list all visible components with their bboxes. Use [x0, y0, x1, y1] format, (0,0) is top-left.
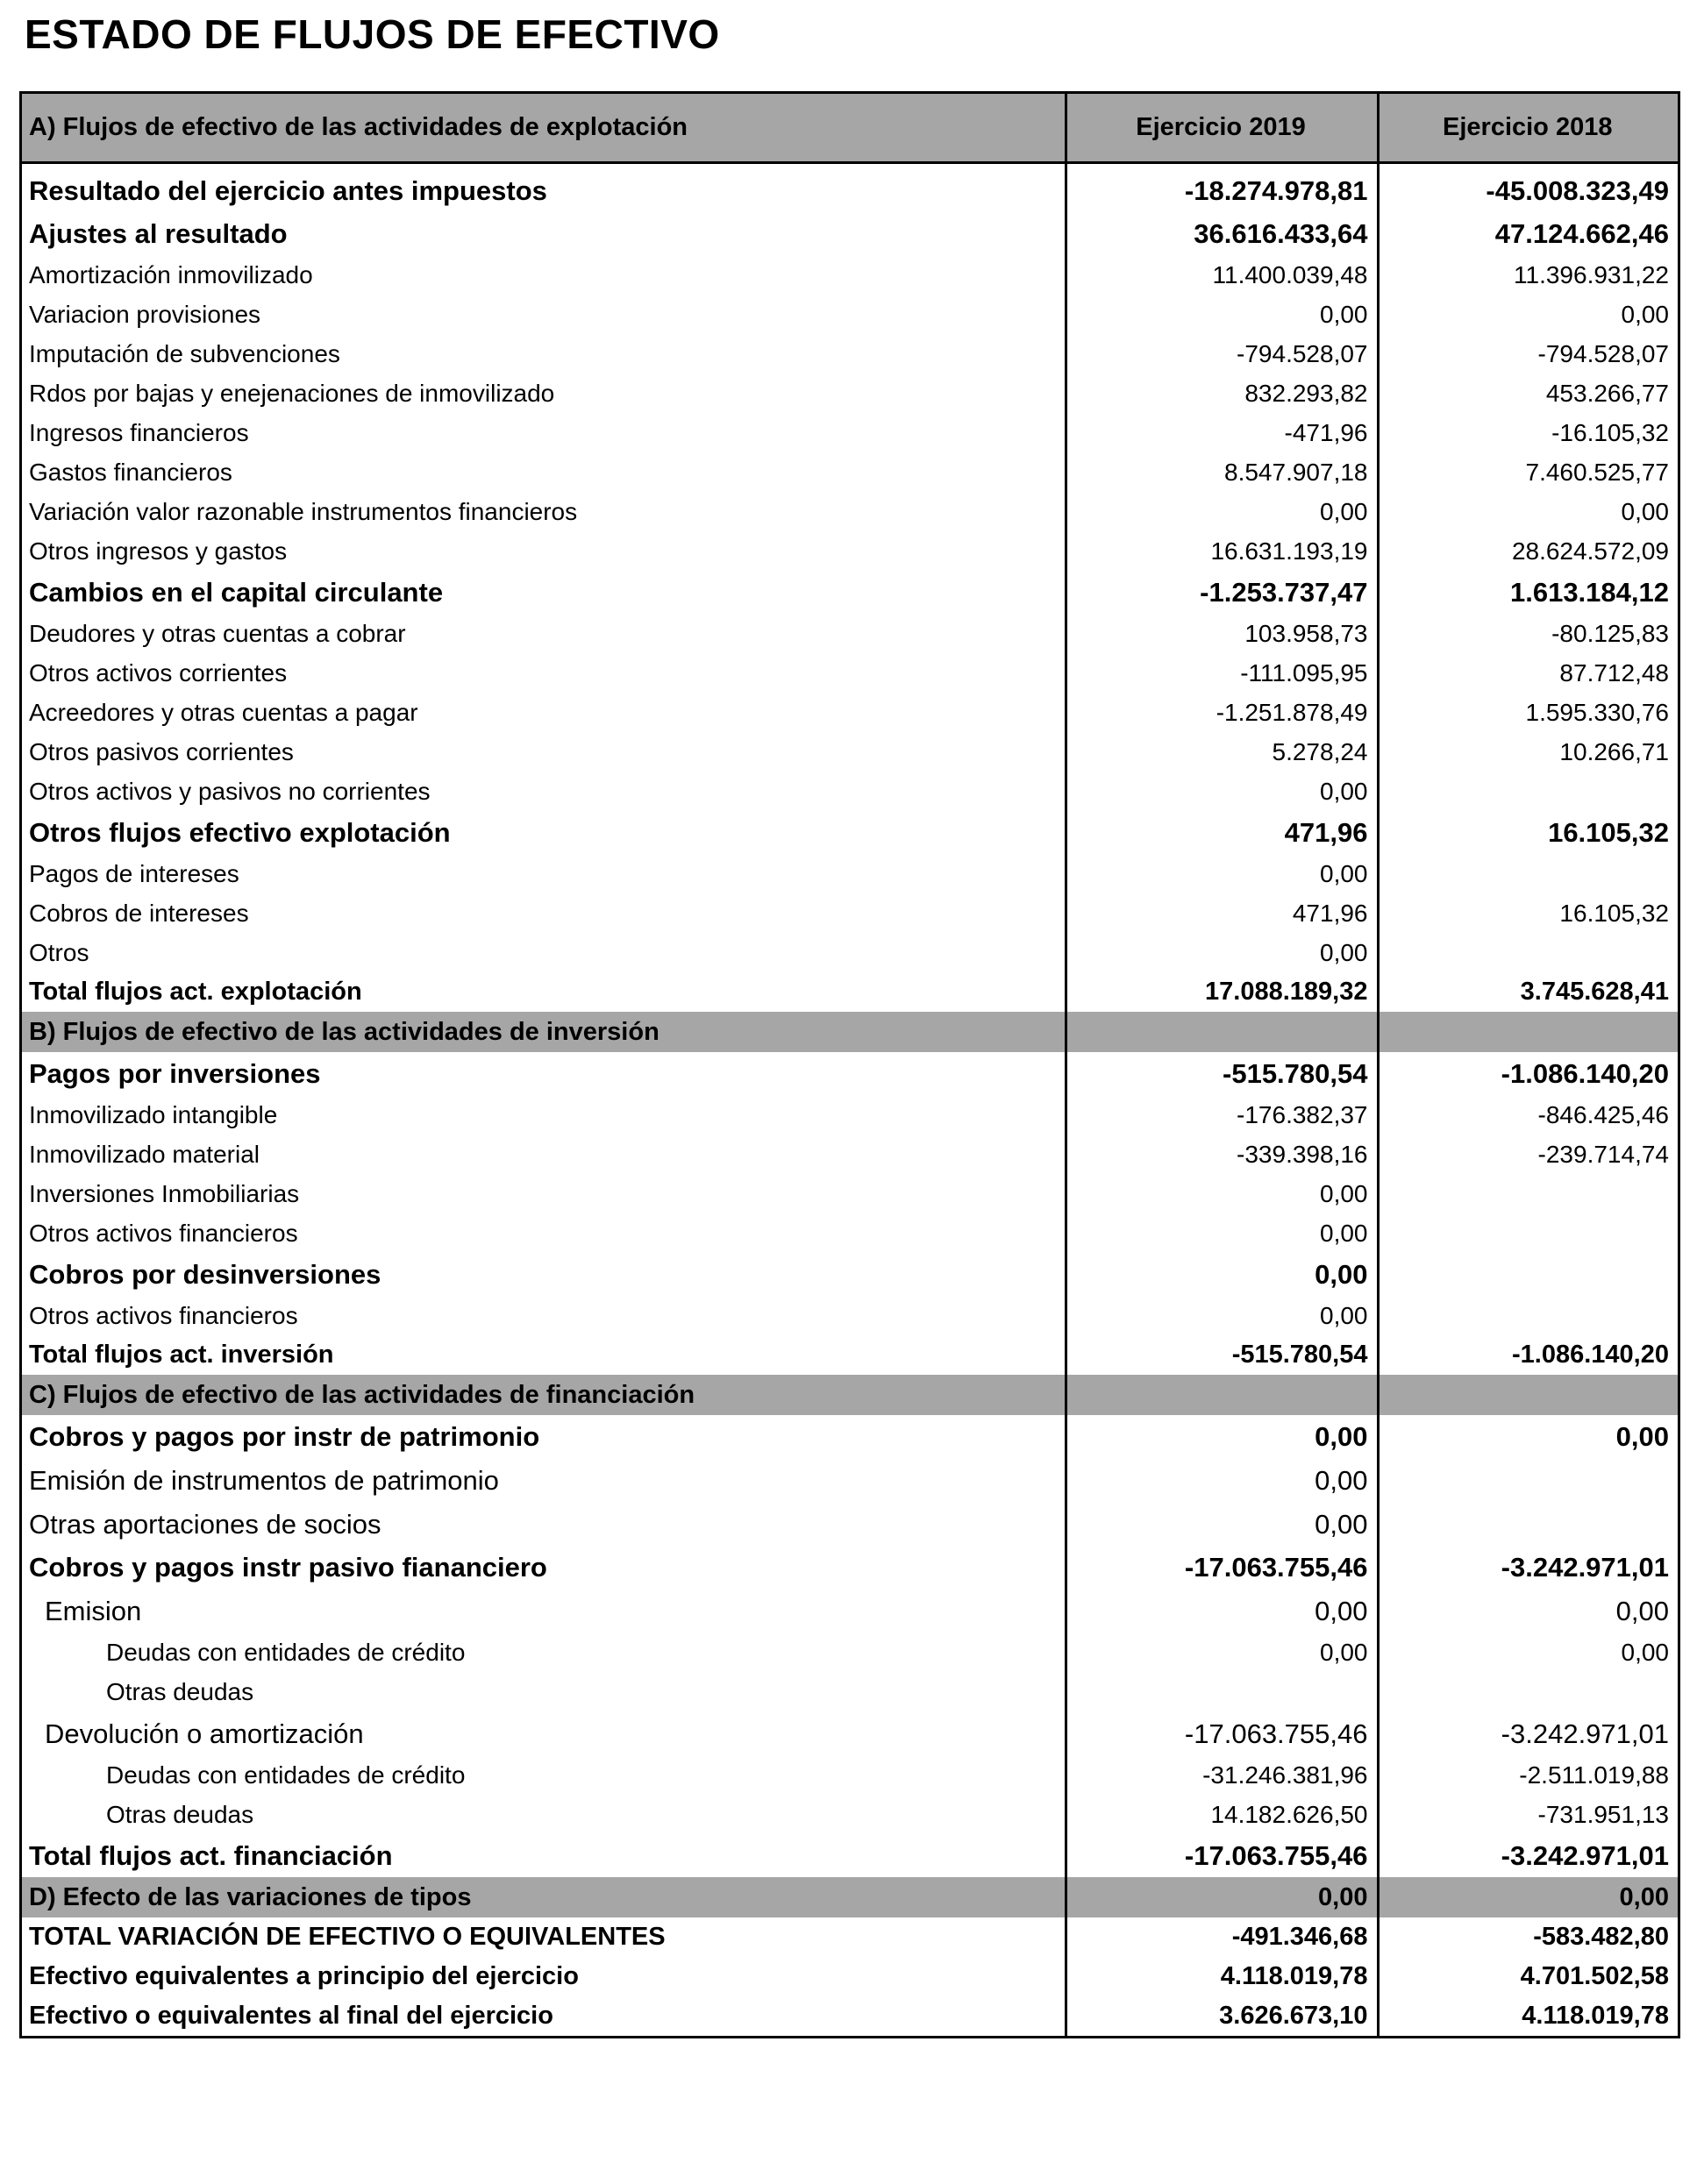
value-2018: -731.951,13: [1537, 1800, 1669, 1828]
value-2019: 0,00: [1066, 854, 1378, 893]
value-2019: -18.274.978,81: [1066, 163, 1378, 213]
value-2018: 0,00: [1621, 497, 1669, 525]
table-row: [22, 614, 1678, 653]
value-2019: 0,00: [1066, 933, 1378, 972]
table-row: [22, 1135, 1678, 1174]
table-row: [22, 212, 1678, 255]
value-2018: [1378, 1174, 1678, 1213]
section-header-b: [22, 1012, 1678, 1052]
table-row: [22, 531, 1678, 571]
value-2018: 4.701.502,58: [1520, 1962, 1669, 1990]
table-row: [22, 1957, 1678, 1996]
value-2018: [1378, 933, 1678, 972]
row-label: Otras deudas: [22, 1672, 1066, 1711]
row-label: Ingresos financieros: [22, 413, 1066, 452]
value-2019: 0,00: [1066, 1502, 1378, 1546]
value-2019: 0,00: [1066, 1213, 1378, 1253]
table-row: [22, 1335, 1678, 1375]
value-2018: -1.086.140,20: [1512, 1341, 1669, 1369]
row-label: Efectivo o equivalentes al final del ejercicio: [22, 1996, 1066, 2036]
row-label: Amortización inmovilizado: [22, 255, 1066, 295]
value-2019: 5.278,24: [1066, 732, 1378, 772]
value-2018: 47.124.662,46: [1494, 218, 1669, 249]
value-2018: -1.086.140,20: [1501, 1058, 1669, 1089]
value-2019: 0,00: [1066, 772, 1378, 811]
section-header-c: [22, 1375, 1678, 1415]
table-row: [22, 972, 1678, 1012]
row-label: Cobros por desinversiones: [22, 1253, 1066, 1296]
table-row: [22, 1458, 1678, 1502]
table-row: [22, 1917, 1678, 1957]
value-2018: 0,00: [1378, 1877, 1678, 1917]
table-row: [22, 1213, 1678, 1253]
value-2018: [1378, 1672, 1678, 1711]
table-row: [22, 1415, 1678, 1458]
value-2018: 1.595.330,76: [1525, 698, 1669, 726]
value-2018: -45.008.323,49: [1486, 175, 1669, 206]
row-label: Inmovilizado intangible: [22, 1095, 1066, 1135]
value-2019: 17.088.189,32: [1066, 972, 1378, 1012]
value-2018: 16.105,32: [1559, 899, 1669, 927]
value-2019: 0,00: [1066, 492, 1378, 531]
row-label: Deudas con entidades de crédito: [22, 1633, 1066, 1672]
value-2018: -583.482,80: [1533, 1923, 1669, 1951]
value-2018: [1378, 854, 1678, 893]
value-2018: -16.105,32: [1551, 418, 1669, 446]
row-label: Ajustes al resultado: [22, 212, 1066, 255]
row-label: Resultado del ejercicio antes impuestos: [22, 163, 1066, 213]
row-label: Otras aportaciones de socios: [22, 1502, 1066, 1546]
value-2018: -3.242.971,01: [1501, 1552, 1669, 1583]
row-label: Imputación de subvenciones: [22, 334, 1066, 373]
value-2018: -239.714,74: [1537, 1140, 1669, 1168]
value-2019: -491.346,68: [1066, 1917, 1378, 1957]
row-label: Deudores y otras cuentas a cobrar: [22, 614, 1066, 653]
value-2018: -80.125,83: [1551, 619, 1669, 647]
row-label: Cambios en el capital circulante: [22, 571, 1066, 614]
value-2018: 87.712,48: [1559, 658, 1669, 687]
value-2019: 471,96: [1066, 893, 1378, 933]
table-row: [22, 1174, 1678, 1213]
row-label: Cobros y pagos por instr de patrimonio: [22, 1415, 1066, 1458]
table-row: [22, 732, 1678, 772]
row-label: Total flujos act. inversión: [22, 1335, 1066, 1375]
table-row: [22, 1052, 1678, 1095]
value-2018: 0,00: [1615, 1421, 1669, 1452]
table-row: [22, 693, 1678, 732]
table-row: [22, 1996, 1678, 2036]
table-row: [22, 413, 1678, 452]
table-row: [22, 933, 1678, 972]
value-2019: -515.780,54: [1066, 1052, 1378, 1095]
value-2018: 4.118.019,78: [1522, 2002, 1669, 2030]
value-2019: 4.118.019,78: [1066, 1957, 1378, 1996]
row-label: C) Flujos de efectivo de las actividades de financiación: [22, 1375, 1066, 1415]
table-row: [22, 1589, 1678, 1633]
value-2018: 11.396.931,22: [1514, 260, 1669, 288]
table-row: [22, 1633, 1678, 1672]
value-2019: -471,96: [1066, 413, 1378, 452]
row-label: Total flujos act. explotación: [22, 972, 1066, 1012]
value-2019: 11.400.039,48: [1066, 255, 1378, 295]
value-2018: [1378, 1253, 1678, 1296]
table-row: [22, 854, 1678, 893]
row-label: Otros activos corrientes: [22, 653, 1066, 693]
value-2019: 0,00: [1066, 1589, 1378, 1633]
row-label: Variación valor razonable instrumentos financieros: [22, 492, 1066, 531]
value-2019: 0,00: [1066, 1415, 1378, 1458]
value-2018: [1378, 1375, 1678, 1415]
table-row: [22, 1755, 1678, 1795]
table-row: [22, 334, 1678, 373]
row-label: Otros pasivos corrientes: [22, 732, 1066, 772]
row-label: Rdos por bajas y enejenaciones de inmovilizado: [22, 373, 1066, 413]
row-label: Cobros y pagos instr pasivo fiananciero: [22, 1546, 1066, 1589]
value-2018: -3.242.971,01: [1501, 1840, 1669, 1871]
value-2018: -3.242.971,01: [1501, 1718, 1669, 1749]
table-row: [22, 571, 1678, 614]
value-2018: [1378, 1296, 1678, 1335]
row-label: Otras deudas: [22, 1795, 1066, 1834]
table-row: [22, 893, 1678, 933]
value-2019: 471,96: [1066, 811, 1378, 854]
row-label: Cobros de intereses: [22, 893, 1066, 933]
column-header-2019: Ejercicio 2019: [1066, 94, 1378, 163]
value-2018: [1378, 1458, 1678, 1502]
row-label: Acreedores y otras cuentas a pagar: [22, 693, 1066, 732]
row-label: Otros activos y pasivos no corrientes: [22, 772, 1066, 811]
value-2018: 28.624.572,09: [1511, 537, 1669, 565]
value-2019: 103.958,73: [1066, 614, 1378, 653]
table-row: [22, 492, 1678, 531]
table-row: [22, 255, 1678, 295]
value-2018: 453.266,77: [1545, 379, 1669, 407]
table-row: [22, 1253, 1678, 1296]
value-2019: 8.547.907,18: [1066, 452, 1378, 492]
value-2019: 0,00: [1066, 295, 1378, 334]
value-2019: 0,00: [1066, 1877, 1378, 1917]
row-label: Otros activos financieros: [22, 1213, 1066, 1253]
table-row: [22, 1672, 1678, 1711]
value-2019: -1.253.737,47: [1066, 571, 1378, 614]
value-2019: 36.616.433,64: [1066, 212, 1378, 255]
row-label: Deudas con entidades de crédito: [22, 1755, 1066, 1795]
table-row: [22, 653, 1678, 693]
value-2018: 16.105,32: [1548, 817, 1669, 848]
row-label: Efectivo equivalentes a principio del ejercicio: [22, 1957, 1066, 1996]
value-2018: [1378, 1012, 1678, 1052]
table-row: [22, 1502, 1678, 1546]
row-label: Gastos financieros: [22, 452, 1066, 492]
value-2019: [1066, 1672, 1378, 1711]
value-2018: [1378, 1213, 1678, 1253]
table-header: [22, 94, 1678, 163]
row-label: Otros: [22, 933, 1066, 972]
row-label: TOTAL VARIACIÓN DE EFECTIVO O EQUIVALENTES: [22, 1917, 1066, 1957]
row-label: Inversiones Inmobiliarias: [22, 1174, 1066, 1213]
table-row: [22, 373, 1678, 413]
value-2019: -339.398,16: [1066, 1135, 1378, 1174]
value-2019: -794.528,07: [1066, 334, 1378, 373]
value-2019: -17.063.755,46: [1066, 1546, 1378, 1589]
value-2019: 0,00: [1066, 1174, 1378, 1213]
section-header-a: A) Flujos de efectivo de las actividades de explotación: [22, 94, 1066, 163]
value-2019: -17.063.755,46: [1066, 1711, 1378, 1755]
value-2018: 10.266,71: [1559, 737, 1669, 765]
value-2019: -1.251.878,49: [1066, 693, 1378, 732]
value-2018: 0,00: [1615, 1595, 1669, 1626]
cash-flow-table: [19, 91, 1680, 2038]
row-label: D) Efecto de las variaciones de tipos: [22, 1877, 1066, 1917]
value-2019: 3.626.673,10: [1066, 1996, 1378, 2036]
table-row: [22, 811, 1678, 854]
value-2019: 0,00: [1066, 1296, 1378, 1335]
section-header-d: [22, 1877, 1678, 1917]
row-label: Inmovilizado material: [22, 1135, 1066, 1174]
value-2019: 0,00: [1066, 1253, 1378, 1296]
value-2019: 832.293,82: [1066, 373, 1378, 413]
column-header-2018: Ejercicio 2018: [1378, 94, 1678, 163]
value-2018: 0,00: [1621, 1638, 1669, 1666]
value-2019: -111.095,95: [1066, 653, 1378, 693]
value-2018: -2.511.019,88: [1519, 1761, 1669, 1789]
table-row: [22, 295, 1678, 334]
value-2019: 0,00: [1066, 1458, 1378, 1502]
row-label: Otros ingresos y gastos: [22, 531, 1066, 571]
table-row: [22, 772, 1678, 811]
table-row: [22, 1296, 1678, 1335]
row-label: Pagos de intereses: [22, 854, 1066, 893]
value-2019: 14.182.626,50: [1066, 1795, 1378, 1834]
value-2019: -31.246.381,96: [1066, 1755, 1378, 1795]
table-row: [22, 1546, 1678, 1589]
value-2019: -176.382,37: [1066, 1095, 1378, 1135]
value-2019: [1066, 1012, 1378, 1052]
row-label: Emision: [22, 1589, 1066, 1633]
table-row: [22, 1795, 1678, 1834]
value-2018: 3.745.628,41: [1520, 978, 1669, 1006]
value-2018: -794.528,07: [1537, 339, 1669, 367]
value-2018: -846.425,46: [1537, 1100, 1669, 1128]
value-2019: 0,00: [1066, 1633, 1378, 1672]
value-2018: 0,00: [1621, 300, 1669, 328]
table-row: [22, 1095, 1678, 1135]
table-row: [22, 1834, 1678, 1877]
row-label: Pagos por inversiones: [22, 1052, 1066, 1095]
value-2019: [1066, 1375, 1378, 1415]
row-label: Total flujos act. financiación: [22, 1834, 1066, 1877]
row-label: Variacion provisiones: [22, 295, 1066, 334]
row-label: Emisión de instrumentos de patrimonio: [22, 1458, 1066, 1502]
value-2019: -515.780,54: [1066, 1335, 1378, 1375]
row-label: Otros activos financieros: [22, 1296, 1066, 1335]
value-2019: -17.063.755,46: [1066, 1834, 1378, 1877]
row-label: B) Flujos de efectivo de las actividades de inversión: [22, 1012, 1066, 1052]
value-2018: 7.460.525,77: [1525, 458, 1669, 486]
row-label: Otros flujos efectivo explotación: [22, 811, 1066, 854]
row-label: Devolución o amortización: [22, 1711, 1066, 1755]
table-row: [22, 163, 1678, 213]
table-row: [22, 452, 1678, 492]
table-row: [22, 1711, 1678, 1755]
page-title: ESTADO DE FLUJOS DE EFECTIVO: [25, 11, 720, 57]
value-2019: 16.631.193,19: [1066, 531, 1378, 571]
value-2018: [1378, 1502, 1678, 1546]
value-2018: 1.613.184,12: [1509, 577, 1669, 608]
value-2018: [1378, 772, 1678, 811]
